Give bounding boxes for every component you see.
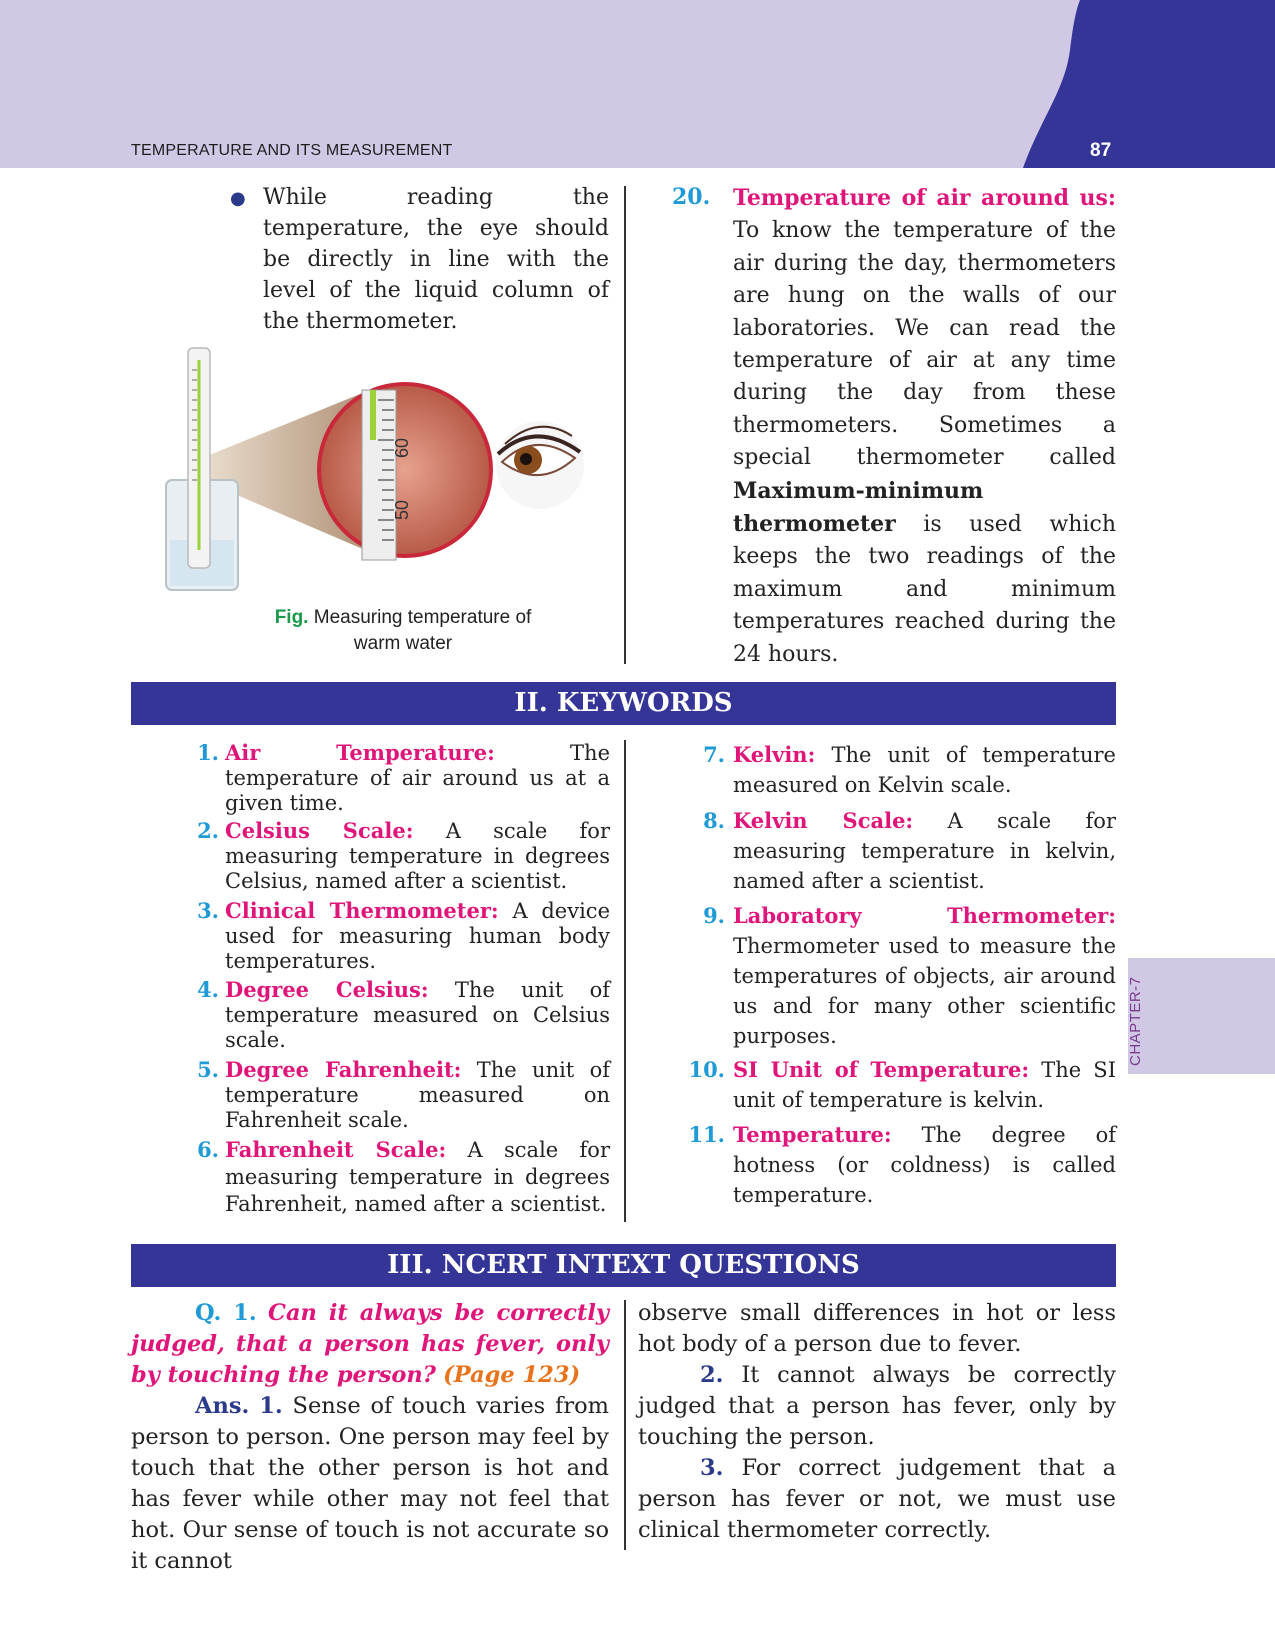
- figure-caption: [248, 605, 558, 657]
- keyword-item: [197, 740, 610, 816]
- answer-1-continued: observe small differences in hot or less hot body of a person due to fever.: [638, 1300, 1116, 1357]
- question: [131, 1298, 609, 1391]
- chapter-tab-label: CHAPTER-7: [1127, 976, 1144, 1066]
- keyword-term: Kelvin:: [733, 742, 816, 767]
- figure-caption-line2: warm water: [353, 633, 453, 654]
- keyword-number: 1.: [197, 740, 219, 765]
- magnifier-lens: [319, 384, 491, 556]
- bullet-dot: ●: [230, 188, 246, 209]
- keyword-number: 11.: [688, 1122, 725, 1147]
- keyword-item: [703, 901, 1116, 1051]
- keyword-term: Degree Fahrenheit:: [225, 1057, 462, 1082]
- keyword-item: [197, 1057, 610, 1133]
- answer-1-number: 1.: [259, 1393, 283, 1419]
- keyword-number: 7.: [703, 742, 725, 767]
- keyword-term: Air Temperature:: [225, 740, 495, 765]
- intext-right-column: [638, 1298, 1116, 1546]
- keyword-term: Celsius Scale:: [225, 818, 414, 843]
- keyword-term: SI Unit of Temperature:: [733, 1057, 1030, 1082]
- bullet-text: While reading the temperature, the eye should be directly in line with the level of the liquid column of the thermometer.: [263, 185, 609, 334]
- keyword-item: [688, 1055, 1116, 1115]
- answer-1: [131, 1391, 609, 1577]
- page-number: 87: [1090, 140, 1112, 161]
- answer-1-text: Sense of touch varies from person to person. One person may feel by touch that the other person is hot and has fever while other may not feel that hot. Our sense of touch is not accurate so it cannot: [131, 1393, 609, 1574]
- magnified-scale: [362, 390, 396, 560]
- keyword-term: Fahrenheit Scale:: [225, 1137, 447, 1162]
- question-page-ref: (Page 123): [443, 1362, 581, 1388]
- keyword-number: 3.: [197, 898, 219, 923]
- keyword-definition: The unit of temperature measured on Celsius scale.: [225, 978, 610, 1052]
- eye-icon: [496, 421, 584, 509]
- keyword-number: 10.: [688, 1057, 725, 1082]
- bullet-text-block: [263, 182, 609, 337]
- keyword-item: [197, 898, 610, 974]
- answer-2-number: 2.: [700, 1362, 724, 1388]
- keyword-number: 2.: [197, 818, 219, 843]
- column-divider-top: [624, 186, 626, 664]
- point-20-text-after: is used which keeps the two readings of the maximum and minimum temperatures reached during the 24 hours.: [733, 512, 1116, 667]
- point-20-title: Temperature of air around us:: [733, 185, 1116, 211]
- point-number: 20.: [672, 184, 711, 210]
- chapter-tab: [1128, 958, 1275, 1074]
- answer-3-text: For correct judgement that a person has fever or not, we must use clinical thermometer correctly.: [638, 1455, 1116, 1543]
- intext-left-column: [131, 1298, 609, 1577]
- answer-3-number: 3.: [700, 1455, 724, 1481]
- running-head: TEMPERATURE AND ITS MEASUREMENT: [131, 142, 453, 159]
- keyword-term: Temperature:: [733, 1122, 892, 1147]
- keyword-number: 9.: [703, 903, 725, 928]
- thermometer-figure: [160, 340, 600, 600]
- keyword-term: Degree Celsius:: [225, 977, 429, 1002]
- keyword-item: [703, 740, 1116, 800]
- keyword-definition: A scale for measuring temperature in degrees Fahrenheit, named after a scientist.: [225, 1138, 610, 1216]
- column-divider-intext: [624, 1300, 626, 1550]
- keyword-number: 4.: [197, 977, 219, 1002]
- question-text: Can it always be correctly judged, that a person has fever, only by touching the person?: [131, 1300, 609, 1388]
- column-divider-keywords: [624, 740, 626, 1222]
- keyword-term: Clinical Thermometer:: [225, 898, 499, 923]
- keyword-item: [703, 806, 1116, 896]
- figure-caption-line1: Measuring temperature of: [313, 607, 532, 628]
- keyword-term: Laboratory Thermometer:: [733, 903, 1116, 928]
- keyword-number: 8.: [703, 808, 725, 833]
- figure-caption-label: Fig.: [274, 607, 309, 628]
- scale-label-60: 60: [392, 437, 412, 458]
- intext-heading: III. NCERT INTEXT QUESTIONS: [131, 1244, 1116, 1287]
- keyword-number: 6.: [197, 1137, 219, 1162]
- keyword-definition: The temperature of air around us at a given time.: [225, 741, 610, 815]
- keyword-item: [197, 818, 610, 894]
- keyword-item: [197, 977, 610, 1053]
- answer-label: Ans.: [195, 1393, 250, 1419]
- keyword-definition: A device used for measuring human body temperatures.: [225, 899, 610, 973]
- keyword-definition: The degree of hotness (or coldness) is called temperature.: [733, 1123, 1116, 1207]
- keywords-heading: II. KEYWORDS: [131, 682, 1116, 725]
- keyword-item: [197, 1136, 610, 1218]
- keyword-definition: The unit of temperature measured on Kelvin scale.: [733, 743, 1116, 797]
- keyword-definition: Thermometer used to measure the temperatures of objects, air around us and for many other scientific purposes.: [733, 934, 1116, 1048]
- answer-2-text: It cannot always be correctly judged that a person has fever, only by touching the person.: [638, 1362, 1116, 1450]
- keyword-definition: The SI unit of temperature is kelvin.: [733, 1058, 1116, 1112]
- answer-3: [638, 1453, 1116, 1546]
- keyword-definition: A scale for measuring temperature in kelvin, named after a scientist.: [733, 809, 1116, 893]
- scale-label-50: 50: [392, 499, 412, 520]
- point-20-bold-term: Maximum-minimum thermometer: [733, 477, 984, 538]
- answer-2: [638, 1360, 1116, 1453]
- keyword-term: Kelvin Scale:: [733, 808, 914, 833]
- point-20-text-before: To know the temperature of the air during the day, thermometers are hung on the walls of our laboratories. We can read the temperature of air at any time during the day from these thermometers. Sometimes a special thermometer called: [733, 218, 1116, 471]
- keyword-item: [688, 1120, 1116, 1210]
- magnified-mercury: [370, 390, 376, 440]
- question-label: Q. 1.: [195, 1300, 257, 1326]
- keyword-definition: A scale for measuring temperature in degrees Celsius, named after a scientist.: [225, 819, 610, 893]
- keyword-number: 5.: [197, 1057, 219, 1082]
- keyword-definition: The unit of temperature measured on Fahrenheit scale.: [225, 1058, 610, 1132]
- point-20-block: [733, 182, 1116, 671]
